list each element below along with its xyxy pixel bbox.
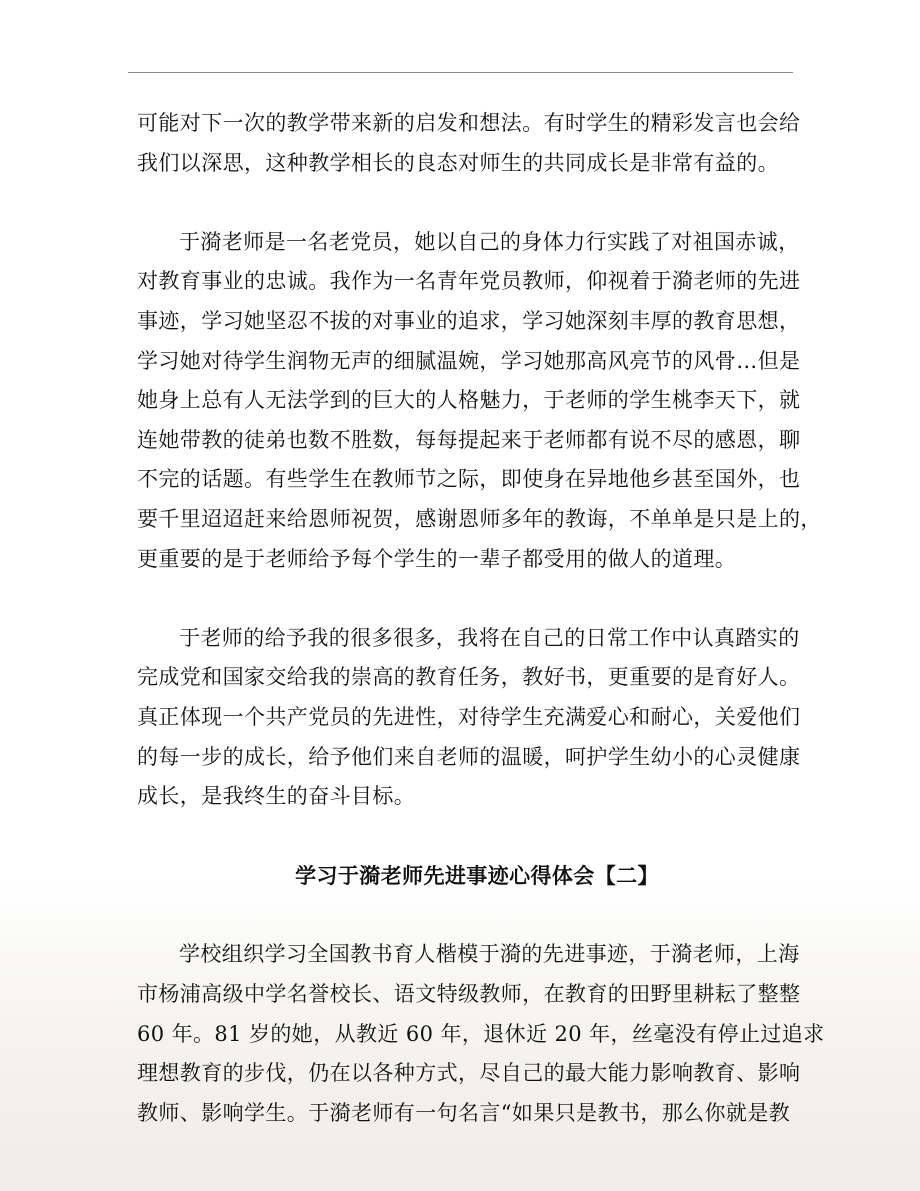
text-line: 连她带教的徒弟也数不胜数，每每提起来于老师都有说不尽的感恩，聊	[137, 427, 801, 452]
text-line: 的每一步的成长，给予他们来自老师的温暖，呵护学生幼小的心灵健康	[137, 744, 801, 769]
text-line: 教师、影响学生。于漪老师有一句名言“如果只是教书，那么你就是教	[137, 1100, 791, 1125]
text-line: 可能对下一次的教学带来新的启发和想法。有时学生的精彩发言也会给	[137, 111, 801, 135]
header-rule	[128, 72, 793, 73]
text-line: 学习她对待学生润物无声的细腻温婉，学习她那高风亮节的风骨…但是	[137, 348, 801, 373]
text-line: 成长，是我终生的奋斗目标。	[137, 784, 416, 809]
paragraph-gap	[137, 896, 797, 936]
text-line: 学校组织学习全国教书育人楷模于漪的先进事迹，于漪老师，上海	[179, 942, 800, 967]
text-line: 完成党和国家交给我的崇高的教育任务，教好书，更重要的是育好人。	[137, 665, 801, 690]
paragraph-4	[137, 935, 825, 1133]
text-line: 于漪老师是一名老党员，她以自己的身体力行实践了对祖国赤诚，	[179, 229, 800, 254]
text-line: 要千里迢迢赶来给恩师祝贺，感谢恩师多年的教诲，不单单是只是上的，	[137, 506, 822, 531]
text-line: 对教育事业的忠诚。我作为一名青年党员教师，仰视着于漪老师的先进	[137, 269, 801, 294]
text-line: 真正体现一个共产党员的先进性，对待学生充满爱心和耐心，关爱他们	[137, 704, 801, 729]
text-line: 更重要的是于老师给予每个学生的一辈子都受用的做人的道理。	[137, 546, 737, 571]
text-line: 不完的话题。有些学生在教师节之际，即使身在异地他乡甚至国外，也	[137, 467, 801, 492]
text-line: 事迹，学习她坚忍不拔的对事业的追求，学习她深刻丰厚的教育思想，	[137, 308, 801, 333]
paragraph-gap	[137, 817, 797, 857]
text-line: 理想教育的步伐，仍在以各种方式，尽自己的最大能力影响教育、影响	[137, 1061, 801, 1086]
text-line: 她身上总有人无法学到的巨大的人格魅力，于老师的学生桃李天下，就	[137, 388, 801, 413]
document-body	[137, 104, 825, 1133]
paragraph-3	[137, 619, 801, 817]
paragraph-1	[137, 104, 801, 183]
section-heading: 学习于漪老师先进事迹心得体会【二】	[295, 863, 659, 889]
text-line: 60 年。81 岁的她，从教近 60 年，退休近 20 年，丝毫没有停止过追求	[137, 1021, 825, 1046]
text-line: 市杨浦高级中学名誉校长、语文特级教师，在教育的田野里耕耘了整整	[137, 982, 801, 1007]
paragraph-gap	[137, 183, 797, 223]
paragraph-2	[137, 223, 822, 579]
text-line: 我们以深思，这种教学相长的良态对师生的共同成长是非常有益的。	[137, 150, 779, 175]
text-line: 于老师的给予我的很多很多，我将在自己的日常工作中认真踏实的	[179, 625, 800, 650]
paragraph-gap	[137, 579, 797, 619]
